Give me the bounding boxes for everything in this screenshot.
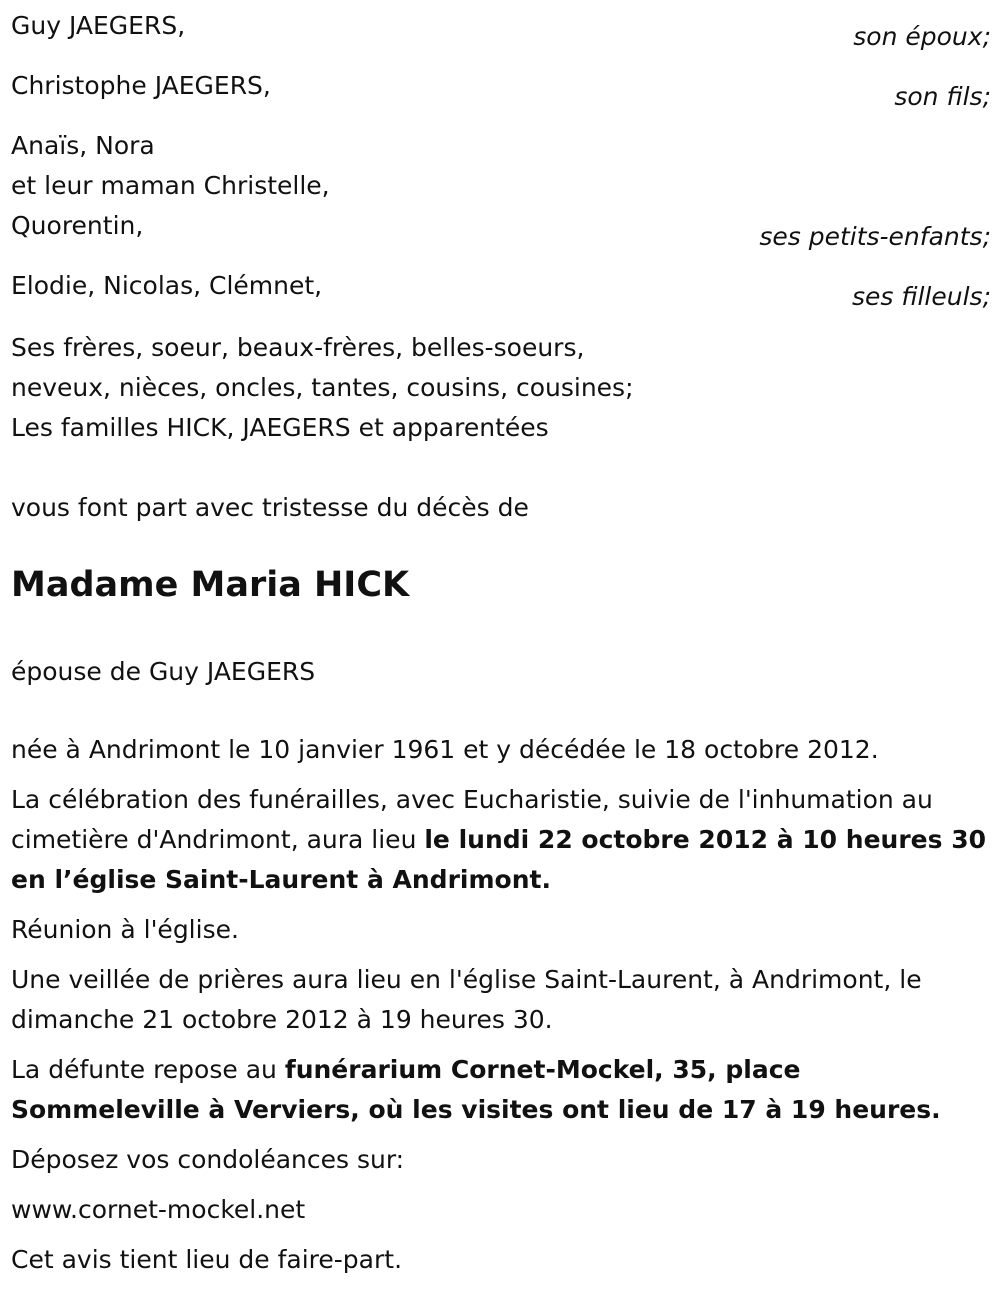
obituary-notice [11, 6, 991, 1290]
vigil-paragraph: Une veillée de prières aura lieu en l'église Saint-Laurent, à Andrimont, le dimanche 21 octobre 2012 à 19 heures 30. [11, 965, 922, 1034]
relatives-line: Ses frères, soeur, beaux-frères, belles-soeurs, [11, 333, 585, 362]
family-name-line: Quorentin, [11, 211, 144, 240]
family-group-spouse [11, 6, 991, 51]
closing-line: Cet avis tient lieu de faire-part. [11, 1245, 403, 1274]
family-role: son fils; [894, 82, 991, 111]
family-role: son époux; [853, 22, 991, 51]
repose-details: funérarium Cornet-Mockel, 35, place Sommeleville à Verviers, où les visites ont lieu de 17 à 19 heures. [11, 1055, 941, 1124]
relatives-block [11, 328, 991, 448]
family-name-line: Guy JAEGERS, [11, 11, 186, 40]
relatives-line: Les familles HICK, JAEGERS et apparentées [11, 413, 549, 442]
family-group-godchildren [11, 266, 991, 311]
family-name-line: et leur maman Christelle, [11, 171, 330, 200]
announcement-intro: vous font part avec tristesse du décès de [11, 493, 529, 522]
repose-paragraph [11, 1050, 991, 1130]
family-role: ses petits-enfants; [759, 222, 991, 251]
deceased-name: Madame Maria HICK [11, 565, 410, 605]
family-group-son [11, 66, 991, 111]
birth-death-line: née à Andrimont le 10 janvier 1961 et y décédée le 18 octobre 2012. [11, 735, 879, 764]
website-link[interactable]: www.cornet-mockel.net [11, 1195, 306, 1224]
family-name-line: Elodie, Nicolas, Clémnet, [11, 271, 323, 300]
funeral-text: La célébration des funérailles, avec Eucharistie, suivie de l'inhumation au cimetière d'Andrimont, aura lieu [11, 785, 933, 854]
family-name-line: Anaïs, Nora [11, 131, 155, 160]
reunion-line: Réunion à l'église. [11, 915, 239, 944]
repose-text: La défunte repose au [11, 1055, 285, 1084]
condolences-label: Déposez vos condoléances sur: [11, 1145, 405, 1174]
funeral-paragraph [11, 780, 991, 900]
family-name-line: Christophe JAEGERS, [11, 71, 271, 100]
relatives-line: neveux, nièces, oncles, tantes, cousins, cousines; [11, 373, 634, 402]
spouse-line: épouse de Guy JAEGERS [11, 657, 316, 686]
family-group-grandchildren [11, 126, 991, 251]
family-role: ses filleuls; [851, 282, 991, 311]
funeral-details: le lundi 22 octobre 2012 à 10 heures 30 en l’église Saint-Laurent à Andrimont. [11, 825, 986, 894]
